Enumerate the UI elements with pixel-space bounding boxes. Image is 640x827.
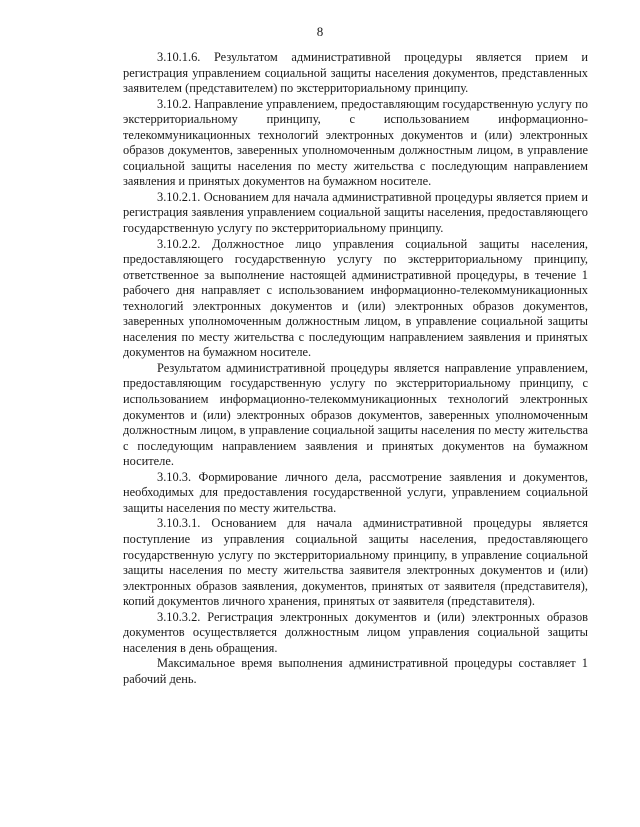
paragraph-3-10-3: 3.10.3. Формирование личного дела, рассмотрение заявления и документов, необходимых для предоставления государственной услуги, управлением социальной защиты населения по месту жительства. (123, 469, 588, 515)
paragraph-3-10-2: 3.10.2. Направление управлением, предоставляющим государственную услугу по экстерриториальному принципу, с использованием информационно-телекоммуникационных технологий электронных документов и (или) электронных образов документов, заверенных уполномоченным должностным лицом, в управление социальной защиты населения по месту жительства с последующим направлением заявления и принятых документов на бумажном носителе. (123, 96, 588, 189)
paragraph-3-10-3-1: 3.10.3.1. Основанием для начала административной процедуры является поступление из управления социальной защиты населения, предоставляющего государственную услугу по экстерриториальному принципу, в управление социальной защиты населения по месту жительства заявителя электронных документов и (или) электронных образов заявления, документов, принятых от заявителя (представителя), копий документов личного хранения, принятых от заявителя (представителя). (123, 516, 588, 609)
paragraph-procedure-result: Результатом административной процедуры является направление управлением, предоставляющим государственную услугу по экстерриториальному принципу, с использованием информационно-телекоммуникационных технологий электронных документов и (или) электронных образов документов, заверенных уполномоченным должностным лицом, в управление социальной защиты населения по месту жительства с последующим направлением заявления и принятых документов на бумажном носителе. (123, 360, 588, 469)
paragraph-3-10-1-6: 3.10.1.6. Результатом административной процедуры является прием и регистрация управлением социальной защиты населения документов, представленных заявителем (представителем) по экстерриториальному принципу. (123, 50, 588, 96)
page-number: 8 (316, 24, 324, 39)
paragraph-3-10-3-2: 3.10.3.2. Регистрация электронных документов и (или) электронных образов документов осуществляется должностным лицом управления социальной защиты населения в день обращения. (123, 609, 588, 655)
paragraph-3-10-2-2: 3.10.2.2. Должностное лицо управления социальной защиты населения, предоставляющего государственную услугу по экстерриториальному принципу, ответственное за выполнение настоящей административной процедуры, в течение 1 рабочего дня направляет с использованием информационно-телекоммуникационных технологий электронных документов и (или) электронных образов документов, заверенных уполномоченным должностным лицом, в управление социальной защиты населения по месту жительства с последующим направлением заявления и принятых документов на бумажном носителе. (123, 236, 588, 360)
paragraph-max-time: Максимальное время выполнения административной процедуры составляет 1 рабочий день. (123, 656, 588, 686)
document-body (123, 50, 588, 687)
paragraph-3-10-2-1: 3.10.2.1. Основанием для начала административной процедуры является прием и регистрация заявления управлением социальной защиты населения, предоставляющего государственную услугу по экстерриториальному принципу. (123, 189, 588, 236)
